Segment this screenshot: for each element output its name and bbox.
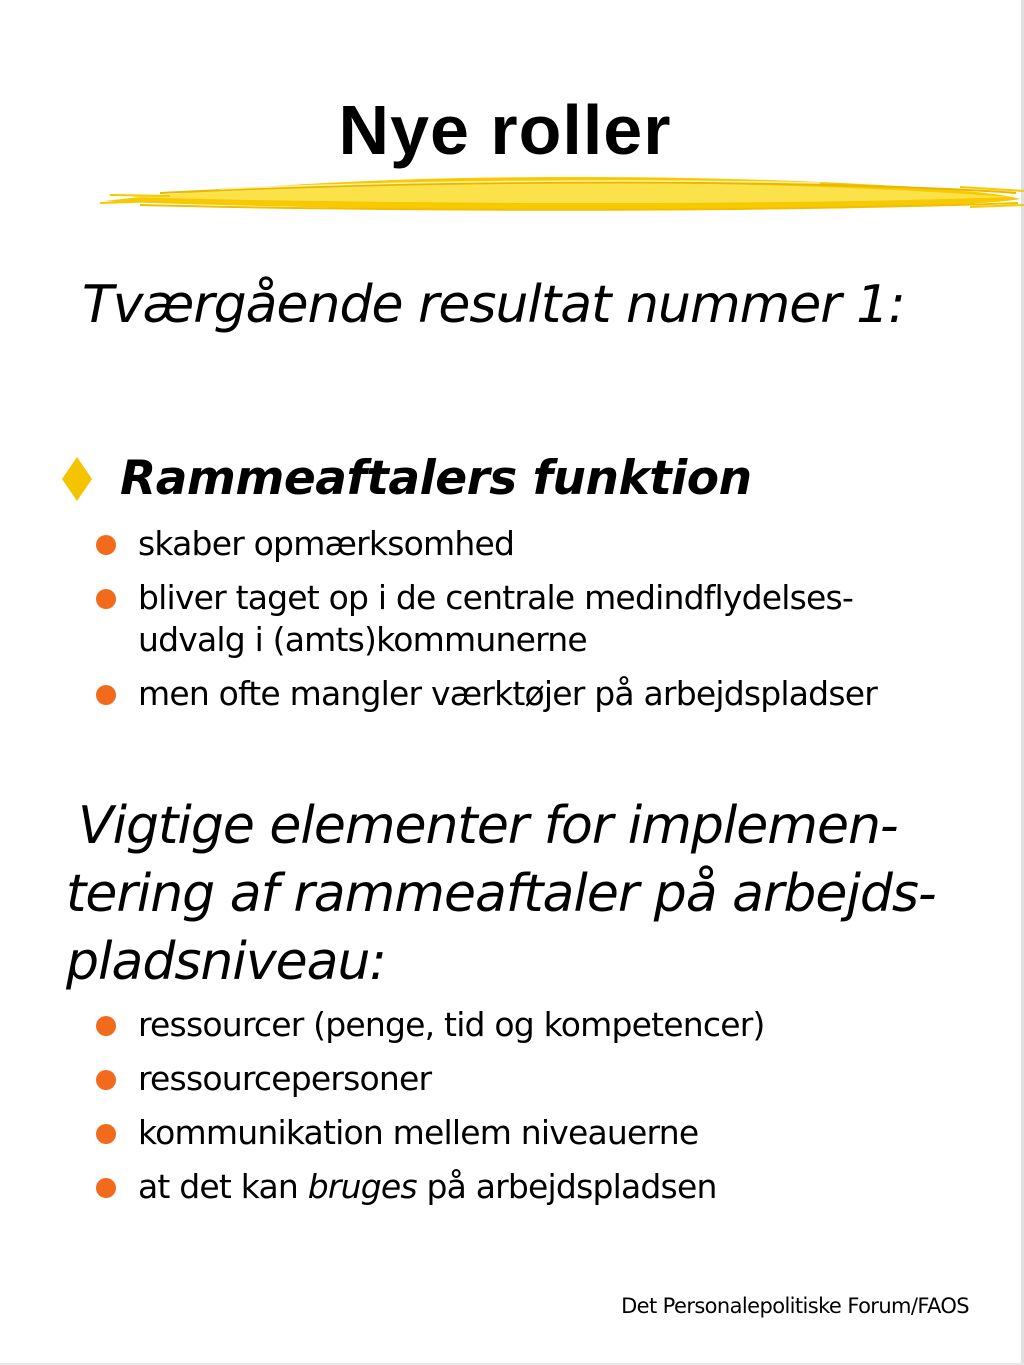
result-heading: Tværgående resultat nummer 1: [82, 275, 905, 335]
implementation-heading-line3: pladsniveau: [66, 932, 386, 992]
orange-dot-icon [96, 535, 116, 555]
list-item [96, 523, 976, 565]
list-item [96, 1112, 956, 1154]
list-item-emphasis: bruges [307, 1167, 417, 1206]
list-item-text-line1: bliver taget op i de centrale medindflydelses- [138, 578, 854, 617]
diamond-bullet-icon [62, 457, 92, 501]
function-list [96, 523, 976, 727]
list-item-text-line2: udvalg i (amts)kommunerne [138, 620, 587, 659]
orange-dot-icon [96, 1124, 116, 1144]
list-item [96, 577, 976, 661]
list-item-text: ressourcer (penge, tid og kompetencer) [138, 1005, 765, 1044]
slide-title: Nye roller [338, 91, 672, 169]
list-item [96, 673, 976, 715]
section-title: Rammeaftalers funktion [120, 451, 752, 506]
list-item-text: men ofte mangler værktøjer på arbejdspladser [138, 674, 877, 713]
list-item [96, 1058, 956, 1100]
list-item [96, 1004, 956, 1046]
implementation-heading-line1: Vigtige elementer for implemen- [78, 796, 898, 856]
orange-dot-icon [96, 1016, 116, 1036]
list-item-text: kommunikation mellem niveauerne [138, 1113, 699, 1152]
section-heading [62, 448, 752, 510]
orange-dot-icon [96, 589, 116, 609]
list-item-text: skaber opmærksomhed [138, 524, 515, 563]
implementation-heading [66, 792, 966, 996]
list-item-text: ressourcepersoner [138, 1059, 432, 1098]
implementation-heading-line2: tering af rammeaftaler på arbejds- [66, 864, 936, 924]
implementation-list [96, 1004, 956, 1220]
list-item-text-after: på arbejdspladsen [416, 1167, 717, 1206]
list-item [96, 1166, 956, 1208]
list-item-text-before: at det kan [138, 1167, 308, 1206]
orange-dot-icon [96, 1070, 116, 1090]
yellow-brush-stroke-icon [100, 165, 1024, 227]
orange-dot-icon [96, 1178, 116, 1198]
footer-source: Det Personalepolitiske Forum/FAOS [621, 1294, 969, 1318]
orange-dot-icon [96, 685, 116, 705]
